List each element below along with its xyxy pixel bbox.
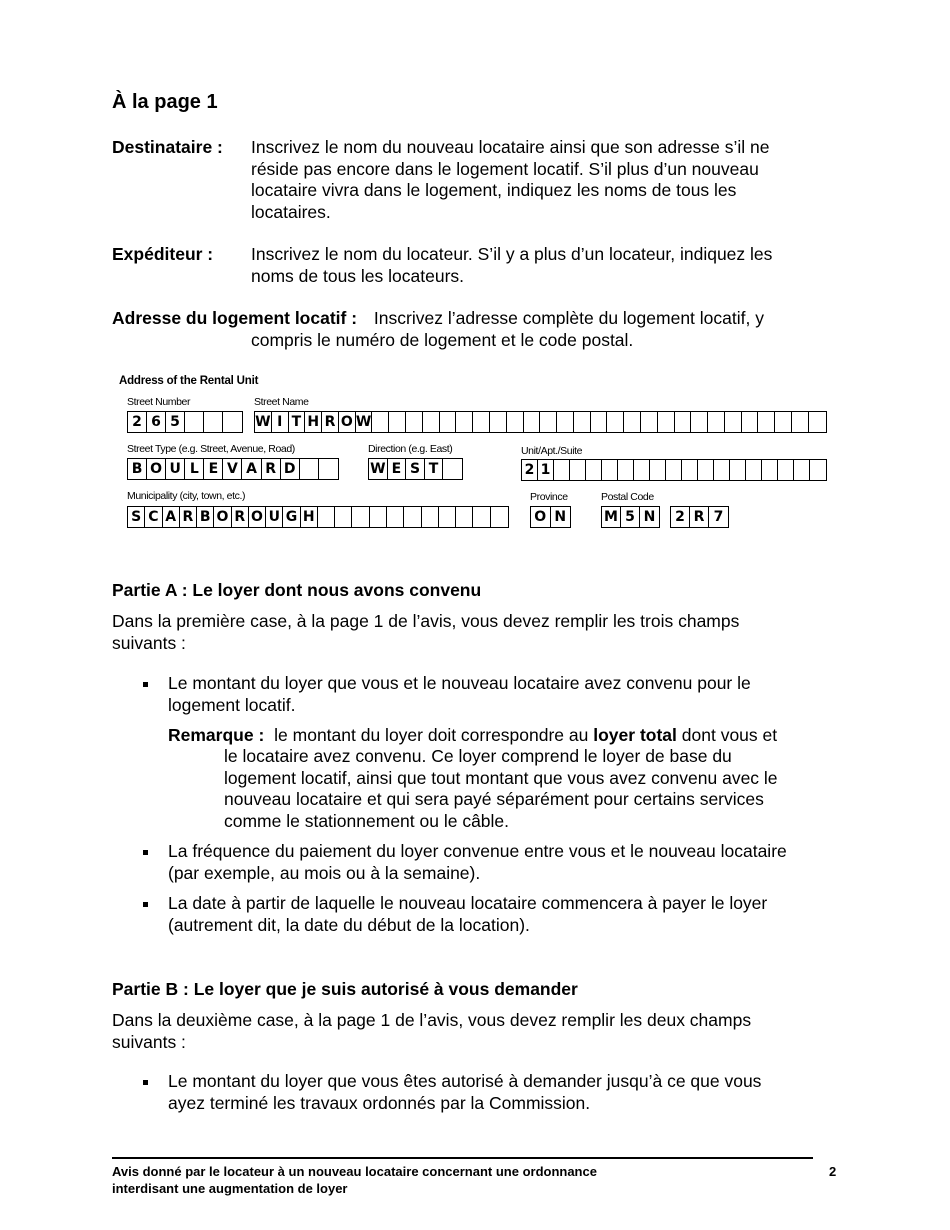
direction-boxes [368, 458, 463, 480]
remarque-line: comme le stationnement ou le câble. [224, 810, 510, 831]
form-char-box [591, 412, 608, 432]
bullet-line: Le montant du loyer que vous êtes autorisé à demander jusqu’à ce que vous [168, 1071, 762, 1091]
form-char-box [675, 412, 692, 432]
form-char-box [557, 412, 574, 432]
expediteur-text [251, 244, 851, 287]
partie-b-bullet-1 [168, 1071, 761, 1114]
unit-boxes [521, 459, 827, 481]
form-char-box [473, 412, 490, 432]
partie-b-heading: Partie B : Le loyer que je suis autorisé à vous demander [112, 979, 578, 999]
form-char-box: B [128, 459, 147, 479]
form-char-box: 2 [671, 507, 690, 527]
form-char-box [758, 412, 775, 432]
partie-a-bullet-2 [168, 841, 787, 884]
form-char-box [370, 507, 387, 527]
destinataire-line: Inscrivez le nom du nouveau locataire ainsi que son adresse s’il ne [251, 137, 770, 157]
form-char-box [682, 460, 698, 480]
form-char-box: R [180, 507, 197, 527]
bullet-line: (par exemple, au mois ou à la semaine). [168, 862, 481, 883]
form-char-box [372, 412, 389, 432]
form-char-box [335, 507, 352, 527]
footer-rule [112, 1157, 813, 1159]
form-char-box [586, 460, 602, 480]
postal-code-label: Postal Code [601, 491, 654, 503]
form-char-box: M [602, 507, 621, 527]
form-char-box: G [283, 507, 300, 527]
form-char-box [809, 412, 826, 432]
adresse-label: Adresse du logement locatif : [112, 308, 358, 328]
destinataire-line: réside pas encore dans le logement locatif. S’il plus d’un nouveau [251, 158, 759, 179]
form-char-box [658, 412, 675, 432]
form-char-box: W [369, 459, 388, 479]
partie-a-intro-line: Dans la première case, à la page 1 de l’avis, vous devez remplir les trois champs [112, 611, 740, 631]
form-char-box [443, 459, 462, 479]
form-char-box: 1 [538, 460, 554, 480]
form-char-box [666, 460, 682, 480]
form-char-box [725, 412, 742, 432]
form-char-box [318, 507, 335, 527]
form-char-box: O [214, 507, 231, 527]
form-char-box [602, 460, 618, 480]
page-number: 2 [829, 1164, 837, 1179]
form-char-box [223, 412, 242, 432]
form-char-box: C [145, 507, 162, 527]
form-char-box: I [272, 412, 289, 432]
form-char-box [746, 460, 762, 480]
form-char-box: L [185, 459, 204, 479]
form-char-box: T [425, 459, 444, 479]
form-char-box [730, 460, 746, 480]
bullet-icon [143, 850, 148, 855]
bullet-line: (autrement dit, la date du début de la location). [168, 914, 530, 935]
form-char-box: N [643, 509, 656, 525]
destinataire-line: locataires. [251, 201, 331, 222]
form-char-box [440, 412, 457, 432]
form-char-box [389, 412, 406, 432]
bullet-line: La fréquence du paiement du loyer convenue entre vous et le nouveau locataire [168, 841, 787, 861]
form-char-box: D [281, 459, 300, 479]
street-type-label: Street Type (e.g. Street, Avenue, Road) [127, 443, 295, 455]
form-char-box [792, 412, 809, 432]
street-name-label: Street Name [254, 396, 309, 408]
expediteur-label: Expéditeur : [112, 244, 214, 264]
form-char-box: O [531, 507, 551, 527]
form-char-box [554, 460, 570, 480]
page-heading: À la page 1 [112, 91, 218, 113]
partie-a-intro-line: suivants : [112, 632, 186, 653]
form-char-box [574, 412, 591, 432]
form-char-box [618, 460, 634, 480]
form-char-box [641, 412, 658, 432]
form-char-box: R [690, 507, 709, 527]
form-char-box [490, 412, 507, 432]
postal-code-boxes-b [670, 506, 729, 528]
form-char-box [524, 412, 541, 432]
form-char-box [540, 412, 557, 432]
form-char-box [794, 460, 810, 480]
form-char-box: R [262, 459, 281, 479]
form-char-box [624, 412, 641, 432]
adresse-text-1: Inscrivez l’adresse complète du logement locatif, y [373, 308, 764, 328]
form-char-box: 5 [166, 412, 185, 432]
footer-line: Avis donné par le locateur à un nouveau locataire concernant une ordonnance [112, 1164, 597, 1179]
form-char-box [491, 507, 508, 527]
partie-a-intro [112, 611, 739, 654]
form-char-box: E [388, 459, 407, 479]
form-char-box [439, 507, 456, 527]
direction-label: Direction (e.g. East) [368, 443, 453, 455]
adresse-line-1 [112, 308, 764, 330]
form-char-box: H [305, 412, 322, 432]
form-char-box [650, 460, 666, 480]
form-char-box [456, 412, 473, 432]
form-char-box: W [255, 414, 271, 430]
bullet-line: Le montant du loyer que vous et le nouveau locataire avez convenu pour le [168, 673, 751, 693]
remarque-first-line [168, 725, 777, 747]
adresse-line-2: compris le numéro de logement et le code postal. [251, 330, 634, 350]
form-char-box [810, 460, 826, 480]
expediteur-line: Inscrivez le nom du locateur. S’il y a plus d’un locateur, indiquez les [251, 244, 773, 264]
form-char-box [570, 460, 586, 480]
form-char-box [762, 460, 778, 480]
bullet-icon [143, 902, 148, 907]
form-char-box [698, 460, 714, 480]
form-char-box: 5 [621, 507, 640, 527]
form-char-box: 7 [713, 509, 724, 525]
form-char-box [406, 412, 423, 432]
destinataire-line: locataire vivra dans le logement, indiquez les noms de tous les [251, 180, 737, 200]
expediteur-line: noms de tous les locateurs. [251, 265, 465, 286]
form-char-box: 2 [522, 460, 538, 480]
remarque-line: logement locatif, ainsi que tout montant que vous avez convenu avec le [224, 767, 778, 788]
form-char-box [456, 507, 473, 527]
partie-a-heading: Partie A : Le loyer dont nous avons convenu [112, 580, 482, 600]
street-type-boxes [127, 458, 339, 480]
form-char-box [387, 507, 404, 527]
footer-line: interdisant une augmentation de loyer [112, 1181, 348, 1196]
form-char-box [352, 507, 369, 527]
form-char-box: O [339, 412, 356, 432]
form-char-box [204, 412, 223, 432]
form-char-box [473, 507, 490, 527]
remarque-continuation [224, 746, 778, 832]
remarque-bold-text: loyer total [593, 725, 677, 745]
form-char-box: O [249, 507, 266, 527]
form-char-box: R [322, 412, 339, 432]
partie-b-intro [112, 1010, 751, 1053]
bullet-icon [143, 682, 148, 687]
form-char-box: B [197, 507, 214, 527]
form-char-box [422, 507, 439, 527]
form-char-box [607, 412, 624, 432]
form-char-box: E [204, 459, 223, 479]
street-name-boxes [254, 411, 827, 433]
bullet-line: ayez terminé les travaux ordonnés par la Commission. [168, 1092, 591, 1113]
street-number-label: Street Number [127, 396, 191, 408]
postal-code-boxes-a [601, 506, 660, 528]
form-char-box: N [554, 509, 567, 525]
form-char-box [319, 459, 338, 479]
form-char-box [708, 412, 725, 432]
remarque-line: nouveau locataire et qui sera payé séparément pour certains services [224, 789, 764, 809]
form-char-box: A [242, 459, 261, 479]
province-label: Province [530, 491, 568, 503]
form-char-box [300, 459, 319, 479]
form-char-box [507, 412, 524, 432]
bullet-icon [143, 1080, 148, 1085]
partie-b-intro-line: Dans la deuxième case, à la page 1 de l’avis, vous devez remplir les deux champs [112, 1010, 752, 1030]
remarque-text: dont vous et [681, 725, 778, 745]
form-char-box [185, 412, 204, 432]
unit-label: Unit/Apt./Suite [521, 445, 583, 457]
remarque-text: le montant du loyer doit correspondre au [274, 725, 589, 745]
form-char-box: T [289, 412, 306, 432]
form-char-box: W [355, 414, 372, 430]
form-char-box [714, 460, 730, 480]
form-char-box: H [301, 507, 318, 527]
form-char-box: U [266, 507, 283, 527]
form-char-box [778, 460, 794, 480]
address-form-title: Address of the Rental Unit [119, 375, 259, 387]
form-char-box: O [147, 459, 166, 479]
partie-a-bullet-1 [168, 673, 751, 716]
partie-a-bullet-3 [168, 893, 767, 936]
form-char-box [742, 412, 759, 432]
form-char-box [404, 507, 421, 527]
footer-title [112, 1163, 597, 1197]
form-char-box: V [223, 459, 242, 479]
destinataire-label: Destinataire : [112, 137, 223, 157]
bullet-line: logement locatif. [168, 694, 296, 715]
form-char-box: U [166, 459, 185, 479]
form-char-box: 2 [128, 412, 147, 432]
form-char-box [423, 412, 440, 432]
street-number-boxes [127, 411, 243, 433]
municipality-label: Municipality (city, town, etc.) [127, 490, 246, 502]
form-char-box: R [232, 507, 249, 527]
form-char-box [691, 412, 708, 432]
remarque-label: Remarque : [168, 725, 265, 745]
form-char-box [634, 460, 650, 480]
bullet-line: La date à partir de laquelle le nouveau locataire commencera à payer le loyer [168, 893, 768, 913]
municipality-boxes [127, 506, 509, 528]
remarque-line: le locataire avez convenu. Ce loyer comprend le loyer de base du [224, 746, 732, 766]
form-char-box: S [406, 459, 425, 479]
form-char-box [775, 412, 792, 432]
destinataire-text [251, 137, 851, 223]
partie-b-intro-line: suivants : [112, 1031, 186, 1052]
form-char-box: 6 [147, 412, 166, 432]
form-char-box: S [128, 507, 145, 527]
province-boxes [530, 506, 571, 528]
form-char-box: A [163, 507, 180, 527]
